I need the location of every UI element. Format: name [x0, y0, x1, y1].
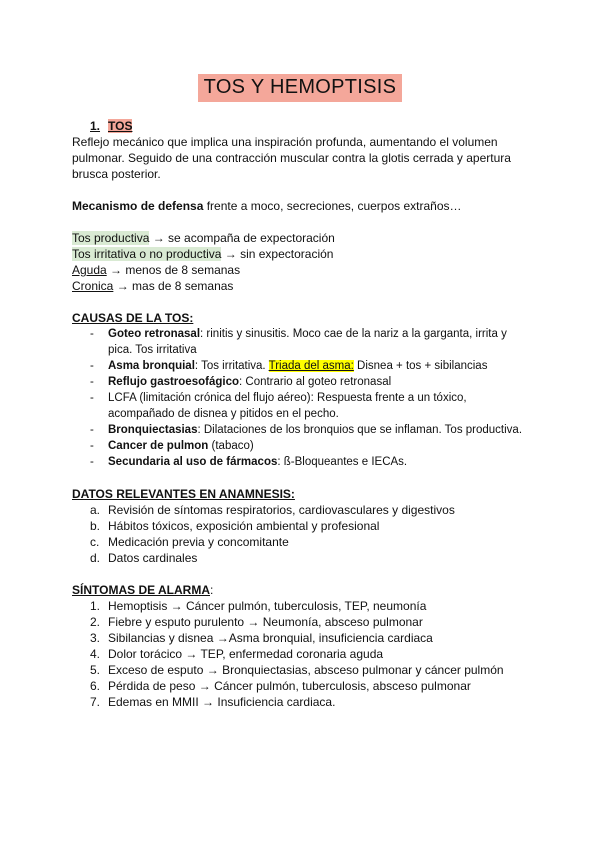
type-term: Cronica	[72, 279, 114, 293]
list-item	[72, 662, 532, 678]
alarm-heading-colon: :	[210, 583, 214, 597]
list-item	[72, 358, 532, 374]
type-term: Aguda	[72, 263, 107, 277]
cause-text: : ß-Bloqueantes e IECAs.	[277, 456, 408, 468]
highlighted-text: Triada del asma:	[268, 360, 354, 372]
cause-name: Cancer de pulmon	[108, 440, 209, 452]
cause-text: : Contrario al goteo retronasal	[239, 376, 392, 388]
list-text: Fiebre y esputo purulento → Neumonía, absceso pulmonar	[108, 615, 423, 629]
list-item	[72, 438, 532, 454]
list-item	[72, 326, 532, 358]
list-marker: 2.	[90, 615, 101, 629]
list-marker: b.	[90, 519, 101, 533]
anamnesis-heading: DATOS RELEVANTES EN ANAMNESIS:	[72, 487, 295, 501]
list-marker: 5.	[90, 663, 101, 677]
list-item	[72, 374, 532, 390]
list-text: Datos cardinales	[108, 551, 198, 565]
cause-name: Reflujo gastroesofágico	[108, 376, 239, 388]
list-marker: 4.	[90, 647, 101, 661]
list-marker: 1.	[90, 599, 101, 613]
document-title: TOS Y HEMOPTISIS	[198, 74, 403, 102]
list-marker: 7.	[90, 695, 101, 709]
cause-text: (tabaco)	[208, 440, 254, 452]
type-irritative	[72, 246, 532, 262]
defense-label: Mecanismo de defensa	[72, 199, 204, 213]
type-acute	[72, 262, 532, 278]
section-heading-tos	[90, 118, 532, 134]
causes-list	[72, 326, 532, 470]
cause-name: Goteo retronasal	[108, 328, 201, 340]
list-text: Medicación previa y concomitante	[108, 535, 289, 549]
list-item	[72, 390, 532, 422]
type-text: → se acompaña de expectoración	[149, 231, 335, 245]
cause-name: Secundaria al uso de fármacos	[108, 456, 278, 468]
list-text: Edemas en MMII → Insuficiencia cardiaca.	[108, 695, 336, 709]
cause-text: : rinitis y sinusitis. Moco cae de la nariz a la garganta, irrita y pica. Tos irritativa	[108, 328, 507, 356]
list-item	[72, 454, 532, 470]
cause-name: Bronquiectasias	[108, 424, 198, 436]
list-item	[72, 422, 532, 438]
alarm-heading-line	[72, 582, 532, 598]
tos-definition: Reflejo mecánico que implica una inspiración profunda, aumentando el volumen pulmonar. Seguido de una contracción muscular contra la glotis cerrada y apertura brusca posterior.	[72, 135, 511, 181]
list-item	[72, 518, 532, 534]
list-text: Revisión de síntomas respiratorios, cardiovasculares y digestivos	[108, 503, 455, 517]
list-text: Sibilancias y disnea →Asma bronquial, insuficiencia cardiaca	[108, 631, 433, 645]
list-item	[72, 598, 532, 614]
cause-text: : Dilataciones de los bronquios que se inflaman. Tos productiva.	[197, 424, 523, 436]
cause-text: : Tos irritativa.	[194, 360, 269, 372]
list-marker: a.	[90, 503, 101, 517]
list-item	[72, 678, 532, 694]
list-marker: d.	[90, 551, 101, 565]
list-item	[72, 646, 532, 662]
anamnesis-list	[72, 502, 532, 566]
list-marker: 6.	[90, 679, 101, 693]
cause-name: Asma bronquial	[108, 360, 195, 372]
alarm-heading: SÍNTOMAS DE ALARMA	[72, 583, 210, 597]
cause-text: Disnea + tos + sibilancias	[353, 360, 488, 372]
list-marker: 3.	[90, 631, 101, 645]
type-text: → mas de 8 semanas	[113, 279, 234, 293]
list-text: Exceso de esputo → Bronquiectasias, absceso pulmonar y cáncer pulmón	[108, 663, 504, 677]
cause-text: LCFA (limitación crónica del flujo aéreo): Respuesta frente a un tóxico, acompañado de disnea y pitidos en el pecho.	[108, 392, 467, 420]
defense-mechanism	[72, 198, 532, 214]
type-term: Tos irritativa o no productiva	[72, 247, 222, 261]
type-chronic	[72, 278, 532, 294]
causes-heading: CAUSAS DE LA TOS:	[72, 311, 194, 325]
type-productive	[72, 230, 532, 246]
defense-text: frente a moco, secreciones, cuerpos extraños…	[203, 199, 462, 213]
list-item	[72, 614, 532, 630]
list-marker: c.	[90, 535, 100, 549]
type-text: → sin expectoración	[221, 247, 334, 261]
document-body	[72, 118, 532, 710]
list-item	[72, 630, 532, 646]
list-item	[72, 694, 532, 710]
type-text: → menos de 8 semanas	[106, 263, 241, 277]
list-item	[72, 502, 532, 518]
type-term: Tos productiva	[72, 231, 150, 245]
section-heading-label: TOS	[108, 119, 133, 133]
alarm-list	[72, 598, 532, 710]
title-wrapper	[0, 74, 600, 102]
list-text: Hemoptisis → Cáncer pulmón, tuberculosis, TEP, neumonía	[108, 599, 427, 613]
section-number: 1.	[90, 119, 101, 133]
list-text: Dolor torácico → TEP, enfermedad coronaria aguda	[108, 647, 384, 661]
list-item	[72, 550, 532, 566]
list-text: Hábitos tóxicos, exposición ambiental y profesional	[108, 519, 380, 533]
list-text: Pérdida de peso → Cáncer pulmón, tuberculosis, absceso pulmonar	[108, 679, 471, 693]
list-item	[72, 534, 532, 550]
